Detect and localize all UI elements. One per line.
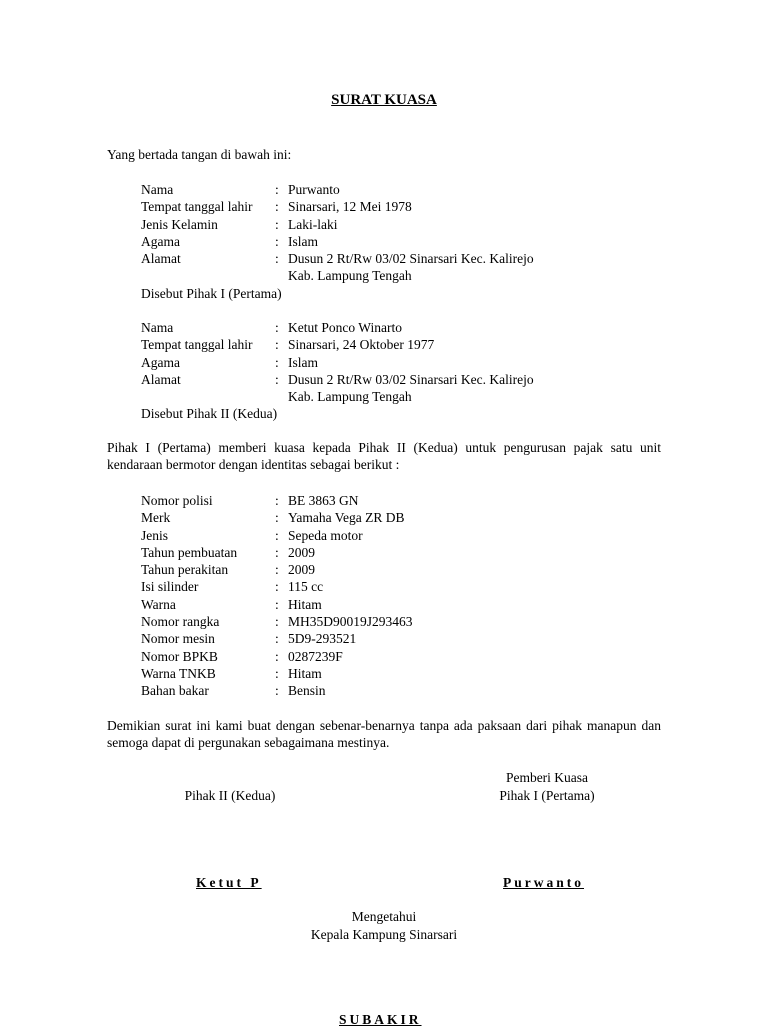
field-value: Yamaha Vega ZR DB bbox=[288, 510, 405, 526]
field-colon: : bbox=[275, 544, 279, 560]
field-value: Dusun 2 Rt/Rw 03/02 Sinarsari Kec. Kalirejo bbox=[288, 251, 534, 267]
field-label: Agama bbox=[141, 354, 180, 370]
field-colon: : bbox=[275, 216, 279, 232]
field-value: Hitam bbox=[288, 665, 322, 681]
field-value: Sepeda motor bbox=[288, 527, 363, 543]
field-label: Warna TNKB bbox=[141, 665, 216, 681]
field-colon: : bbox=[275, 579, 279, 595]
field-colon: : bbox=[275, 251, 279, 267]
field-value: 0287239F bbox=[288, 648, 343, 664]
village-head-name: SUBAKIR bbox=[339, 1012, 422, 1027]
field-colon: : bbox=[275, 562, 279, 578]
field-colon: : bbox=[275, 354, 279, 370]
intro-text: Yang bertada tangan di bawah ini: bbox=[107, 147, 292, 162]
field-value: Kab. Lampung Tengah bbox=[288, 268, 412, 284]
field-colon: : bbox=[275, 493, 279, 508]
field-label: Alamat bbox=[141, 251, 181, 267]
field-label: Tempat tanggal lahir bbox=[141, 199, 253, 215]
field-colon: : bbox=[275, 510, 279, 526]
field-value: 5D9-293521 bbox=[288, 631, 357, 647]
field-colon: : bbox=[275, 648, 279, 664]
field-value: 2009 bbox=[288, 544, 315, 560]
field-label: Nomor mesin bbox=[141, 631, 215, 647]
field-value: Islam bbox=[288, 354, 318, 370]
field-label: Tempat tanggal lahir bbox=[141, 337, 253, 353]
field-label: Nama bbox=[141, 320, 174, 335]
right-role-line1: Pemberi Kuasa bbox=[505, 770, 589, 785]
field-value: Hitam bbox=[288, 596, 322, 612]
closing-paragraph: Demikian surat ini kami buat dengan sebenar-benarnya tanpa ada paksaan dari pihak manapun dan semoga dapat di pergunakan sebagaimana mestinya. bbox=[107, 718, 661, 751]
field-colon: : bbox=[275, 665, 279, 681]
field-colon: : bbox=[275, 182, 279, 197]
field-colon: : bbox=[275, 371, 279, 387]
field-colon: : bbox=[275, 631, 279, 647]
right-role-line2: Pihak I (Pertama) bbox=[499, 788, 595, 803]
field-value: 115 cc bbox=[288, 579, 324, 595]
field-value: Bensin bbox=[288, 683, 326, 699]
field-value: MH35D90019J293463 bbox=[288, 614, 413, 630]
field-colon: : bbox=[275, 614, 279, 630]
field-colon: : bbox=[275, 337, 279, 353]
field-label: Isi silinder bbox=[141, 579, 199, 595]
field-colon: : bbox=[275, 320, 279, 335]
field-value: Islam bbox=[288, 233, 318, 249]
field-value: Ketut Ponco Winarto bbox=[288, 320, 402, 335]
right-signatory-name: Purwanto bbox=[503, 875, 584, 890]
field-value: Laki-laki bbox=[288, 216, 338, 232]
field-value: Sinarsari, 24 Oktober 1977 bbox=[288, 337, 435, 353]
acknowledgement-line1: Mengetahui bbox=[351, 909, 417, 924]
left-signatory-name: Ketut P bbox=[196, 875, 262, 890]
document-title: SURAT KUASA bbox=[331, 92, 437, 108]
authorization-paragraph: Pihak I (Pertama) memberi kuasa kepada Pihak II (Kedua) untuk pengurusan pajak satu unit kendaraan bermotor dengan identitas sebagai berikut : bbox=[107, 440, 661, 473]
left-role: Pihak II (Kedua) bbox=[184, 788, 276, 803]
field-label: Jenis Kelamin bbox=[141, 216, 218, 232]
field-label: Tahun perakitan bbox=[141, 562, 229, 578]
field-label: Merk bbox=[141, 510, 171, 526]
field-value: Sinarsari, 12 Mei 1978 bbox=[288, 199, 412, 215]
field-label: Bahan bakar bbox=[141, 683, 209, 699]
field-colon: : bbox=[275, 683, 279, 699]
field-colon: : bbox=[275, 527, 279, 543]
field-label: Tahun pembuatan bbox=[141, 544, 238, 560]
acknowledgement-line2: Kepala Kampung Sinarsari bbox=[310, 927, 458, 942]
field-value: Kab. Lampung Tengah bbox=[288, 389, 412, 405]
field-label: Agama bbox=[141, 233, 180, 249]
field-value: BE 3863 GN bbox=[288, 493, 359, 508]
field-label: Nomor BPKB bbox=[141, 648, 218, 664]
field-label: Warna bbox=[141, 596, 176, 612]
field-label: Nama bbox=[141, 182, 174, 197]
field-label: Jenis bbox=[141, 527, 168, 543]
field-colon: : bbox=[275, 233, 279, 249]
field-label: Nomor rangka bbox=[141, 614, 220, 630]
field-value: Dusun 2 Rt/Rw 03/02 Sinarsari Kec. Kalirejo bbox=[288, 371, 534, 387]
field-colon: : bbox=[275, 199, 279, 215]
field-value: 2009 bbox=[288, 562, 315, 578]
field-value: Purwanto bbox=[288, 182, 340, 197]
field-label: Nomor polisi bbox=[141, 493, 213, 508]
field-colon: : bbox=[275, 596, 279, 612]
field-label: Alamat bbox=[141, 371, 181, 387]
